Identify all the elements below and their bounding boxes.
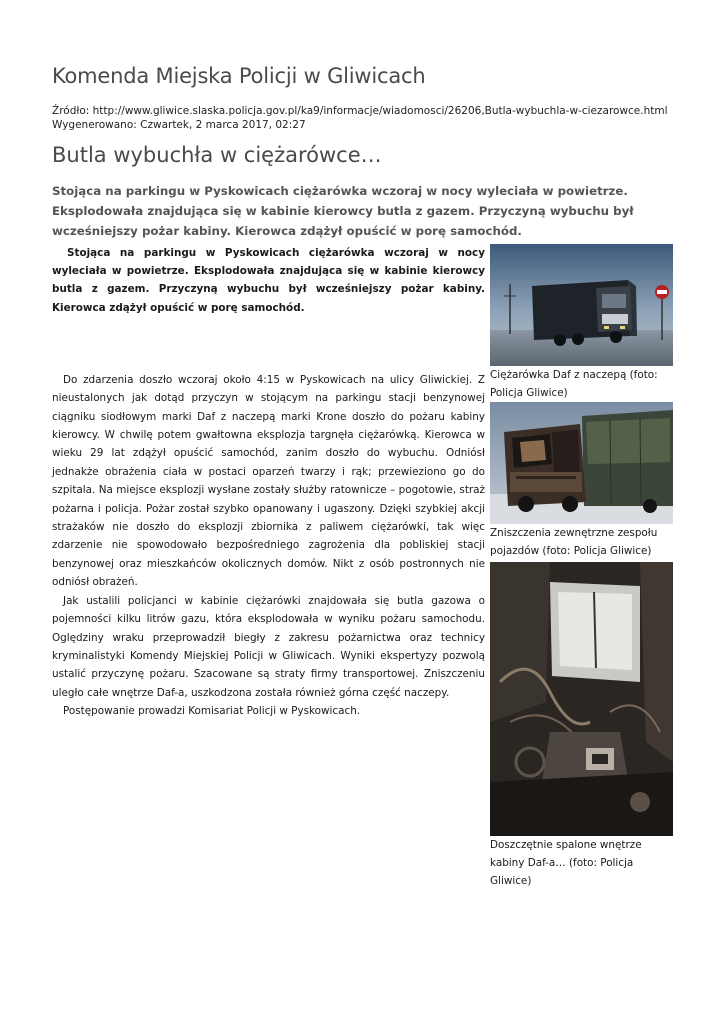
- truck-photo: [490, 244, 673, 366]
- article-body: [52, 244, 485, 721]
- generated-line: Wygenerowano: Czwartek, 2 marca 2017, 02:27: [52, 119, 306, 131]
- photo-caption: Zniszczenia zewnętrzne zespołu pojazdów (foto: Policja Gliwice): [490, 527, 658, 557]
- photo-column: [490, 244, 673, 890]
- article-paragraph: Jak ustalili policjanci w kabinie ciężarówki znajdowała się butla gazowa o pojemności kilku litrów gazu, która eksplodowała w wyniku pożaru samochodu. Oględziny wraku przeprowadził biegły z zakresu pożarnictwa oraz technicy kryminalistyki Komendy Miejskiej Policji w Gliwicach. Wyniki ekspertyzy pozwolą ustalić przyczynę pożaru. Szacowane są straty firmy transportowej. Zniszczeniu uległo całe wnętrze Daf-a, uszkodzona została również górna część naczepy.: [52, 594, 485, 699]
- photo-caption: Doszczętnie spalone wnętrze kabiny Daf-a… (foto: Policja Gliwice): [490, 839, 642, 887]
- burned-truck-photo: [490, 402, 673, 524]
- document-meta: [52, 104, 668, 132]
- photo-caption: Ciężarówka Daf z naczepą (foto: Policja Gliwice): [490, 369, 658, 399]
- burned-interior-photo: [490, 562, 673, 836]
- article-paragraph: Do zdarzenia doszło wczoraj około 4:15 w Pyskowicach na ulicy Gliwickiej. Z nieustalonych jak dotąd przyczyn w stojącym na parkingu stacji benzynowej ciągniku siodłowym marki Daf z naczepą marki Krone doszło do pożaru kabiny kierowcy. W chwilę potem gwałtowna eksplozja targnęła ciężarówką. Kierowca w wieku 29 lat zdążył opuścić samochód, zanim doszło do wybuchu. Odniósł jednakże obrażenia ciała w postaci oparzeń twarzy i rąk; przewieziono go do szpitala. Na miejsce eksplozji wysłane zostały służby ratownicze – pogotowie, straż pożarna i policja. Pożar został szybko opanowany i ugaszony. Dzięki szybkiej akcji strażaków nie doszło do eksplozji zbiornika z paliwem ciężarówki, tak więc zdarzenie nie spowodowało bezpośredniego zagrożenia dla pobliskiej stacji benzynowej oraz mieszkańców okolicznych domów. Nikt z osób postronnych nie odniósł obrażeń.: [52, 373, 485, 589]
- article-lead: Stojąca na parkingu w Pyskowicach ciężarówka wczoraj w nocy wyleciała w powietrze. Eksplodowała znajdująca się w kabinie kierowcy butla z gazem. Przyczyną wybuchu był wcześniejszy pożar kabiny. Kierowca zdążył opuścić w porę samochód.: [52, 184, 634, 238]
- article-paragraph: Postępowanie prowadzi Komisariat Policji w Pyskowicach.: [63, 705, 361, 718]
- site-title: Komenda Miejska Policji w Gliwicach: [52, 64, 426, 88]
- article-intro: Stojąca na parkingu w Pyskowicach ciężarówka wczoraj w nocy wyleciała w powietrze. Eksplodowała znajdująca się w kabinie kierowcy butla z gazem. Przyczyną wybuchu był wcześniejszy pożar kabiny. Kierowca zdążył opuścić w porę samochód.: [52, 247, 485, 314]
- article-title: Butla wybuchła w ciężarówce…: [52, 143, 382, 167]
- source-line: Źródło: http://www.gliwice.slaska.policja.gov.pl/ka9/informacje/wiadomosci/26206,Butla-wybuchla-w-ciezarowce.html: [52, 105, 668, 117]
